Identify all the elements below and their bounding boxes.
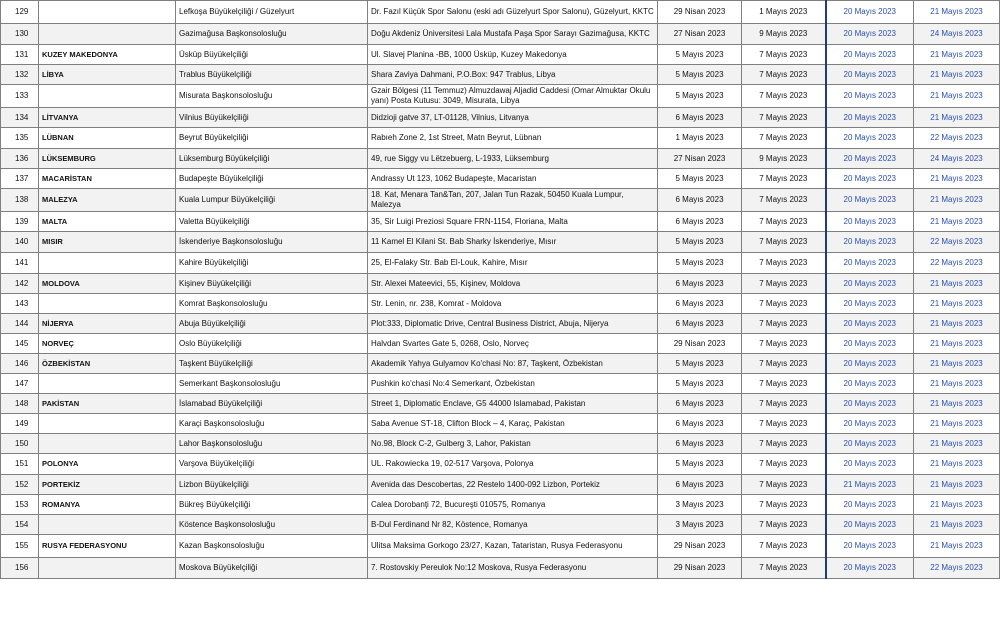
row-number: 143 — [1, 294, 39, 314]
end-date-cell: 7 Mayıs 2023 — [742, 65, 826, 85]
country-cell: MOLDOVA — [39, 274, 176, 294]
table-row — [1, 535, 1000, 558]
mission-cell: Misurata Başkonsolosluğu — [176, 85, 368, 108]
vote-start-date-cell: 20 Mayıs 2023 — [826, 1, 914, 24]
vote-end-date-cell: 21 Mayıs 2023 — [914, 515, 1000, 535]
table-row — [1, 354, 1000, 374]
end-date-cell: 7 Mayıs 2023 — [742, 475, 826, 495]
country-cell: MALEZYA — [39, 189, 176, 212]
vote-start-date-cell: 20 Mayıs 2023 — [826, 169, 914, 189]
vote-start-date-cell: 20 Mayıs 2023 — [826, 495, 914, 515]
table-row — [1, 374, 1000, 394]
vote-start-date-cell: 20 Mayıs 2023 — [826, 454, 914, 475]
start-date-cell: 6 Mayıs 2023 — [658, 212, 742, 232]
row-number: 142 — [1, 274, 39, 294]
mission-cell: Budapeşte Büyükelçiliği — [176, 169, 368, 189]
start-date-cell: 5 Mayıs 2023 — [658, 169, 742, 189]
mission-cell: Kahire Büyükelçiliği — [176, 253, 368, 274]
end-date-cell: 1 Mayıs 2023 — [742, 1, 826, 24]
address-cell: Didzioji gatve 37, LT-01128, Vilnius, Litvanya — [368, 108, 658, 128]
mission-cell: Bükreş Büyükelçiliği — [176, 495, 368, 515]
row-number: 131 — [1, 45, 39, 65]
vote-end-date-cell: 21 Mayıs 2023 — [914, 354, 1000, 374]
table-row — [1, 294, 1000, 314]
mission-cell: Lüksemburg Büyükelçiliği — [176, 149, 368, 169]
vote-end-date-cell: 21 Mayıs 2023 — [914, 475, 1000, 495]
country-cell: MACARİSTAN — [39, 169, 176, 189]
vote-end-date-cell: 21 Mayıs 2023 — [914, 85, 1000, 108]
end-date-cell: 7 Mayıs 2023 — [742, 128, 826, 149]
vote-start-date-cell: 20 Mayıs 2023 — [826, 535, 914, 558]
start-date-cell: 3 Mayıs 2023 — [658, 495, 742, 515]
end-date-cell: 7 Mayıs 2023 — [742, 334, 826, 354]
end-date-cell: 7 Mayıs 2023 — [742, 212, 826, 232]
start-date-cell: 5 Mayıs 2023 — [658, 454, 742, 475]
end-date-cell: 7 Mayıs 2023 — [742, 454, 826, 475]
mission-cell: Taşkent Büyükelçiliği — [176, 354, 368, 374]
vote-start-date-cell: 20 Mayıs 2023 — [826, 414, 914, 434]
table-row — [1, 434, 1000, 454]
table-row — [1, 253, 1000, 274]
start-date-cell: 29 Nisan 2023 — [658, 558, 742, 579]
country-cell — [39, 414, 176, 434]
vote-end-date-cell: 21 Mayıs 2023 — [914, 495, 1000, 515]
mission-cell: Kuala Lumpur Büyükelçiliği — [176, 189, 368, 212]
row-number: 153 — [1, 495, 39, 515]
vote-end-date-cell: 21 Mayıs 2023 — [914, 314, 1000, 334]
country-cell: MISIR — [39, 232, 176, 253]
table-row — [1, 558, 1000, 579]
vote-start-date-cell: 20 Mayıs 2023 — [826, 65, 914, 85]
start-date-cell: 5 Mayıs 2023 — [658, 253, 742, 274]
country-cell — [39, 85, 176, 108]
vote-end-date-cell: 24 Mayıs 2023 — [914, 149, 1000, 169]
start-date-cell: 27 Nisan 2023 — [658, 149, 742, 169]
row-number: 147 — [1, 374, 39, 394]
country-cell: NORVEÇ — [39, 334, 176, 354]
start-date-cell: 6 Mayıs 2023 — [658, 434, 742, 454]
address-cell: Saba Avenue ST-18, Clifton Block – 4, Karaç, Pakistan — [368, 414, 658, 434]
row-number: 144 — [1, 314, 39, 334]
country-cell — [39, 558, 176, 579]
end-date-cell: 7 Mayıs 2023 — [742, 535, 826, 558]
end-date-cell: 7 Mayıs 2023 — [742, 495, 826, 515]
country-cell: ROMANYA — [39, 495, 176, 515]
table-row — [1, 85, 1000, 108]
mission-cell: Valetta Büyükelçiliği — [176, 212, 368, 232]
mission-cell: Trablus Büyükelçiliği — [176, 65, 368, 85]
table-row — [1, 334, 1000, 354]
address-cell: Dr. Fazıl Küçük Spor Salonu (eski adı Güzelyurt Spor Salonu), Güzelyurt, KKTC — [368, 1, 658, 24]
end-date-cell: 7 Mayıs 2023 — [742, 394, 826, 414]
row-number: 137 — [1, 169, 39, 189]
start-date-cell: 5 Mayıs 2023 — [658, 374, 742, 394]
end-date-cell: 7 Mayıs 2023 — [742, 253, 826, 274]
vote-end-date-cell: 24 Mayıs 2023 — [914, 24, 1000, 45]
mission-cell: Abuja Büyükelçiliği — [176, 314, 368, 334]
start-date-cell: 1 Mayıs 2023 — [658, 128, 742, 149]
row-number: 132 — [1, 65, 39, 85]
start-date-cell: 5 Mayıs 2023 — [658, 65, 742, 85]
start-date-cell: 6 Mayıs 2023 — [658, 274, 742, 294]
mission-cell: İskenderiye Başkonsolosluğu — [176, 232, 368, 253]
address-cell: Gzair Bölgesi (11 Temmuz) Almuzdawaj Aljadid Caddesi (Omar Almuktar Okulu yanı) Posta Kutusu: 3049, Misurata, Libya — [368, 85, 658, 108]
table-row — [1, 515, 1000, 535]
table-row — [1, 169, 1000, 189]
row-number: 146 — [1, 354, 39, 374]
table-row — [1, 454, 1000, 475]
table-row — [1, 1, 1000, 24]
start-date-cell: 5 Mayıs 2023 — [658, 232, 742, 253]
start-date-cell: 29 Nisan 2023 — [658, 334, 742, 354]
address-cell: Ulitsa Maksima Gorkogo 23/27, Kazan, Tataristan, Rusya Federasyonu — [368, 535, 658, 558]
row-number: 139 — [1, 212, 39, 232]
country-cell — [39, 253, 176, 274]
start-date-cell: 5 Mayıs 2023 — [658, 85, 742, 108]
vote-start-date-cell: 20 Mayıs 2023 — [826, 128, 914, 149]
vote-start-date-cell: 20 Mayıs 2023 — [826, 24, 914, 45]
country-cell — [39, 24, 176, 45]
mission-cell: Gazimağusa Başkonsolosluğu — [176, 24, 368, 45]
table-row — [1, 65, 1000, 85]
country-cell: PAKİSTAN — [39, 394, 176, 414]
start-date-cell: 6 Mayıs 2023 — [658, 294, 742, 314]
end-date-cell: 7 Mayıs 2023 — [742, 45, 826, 65]
row-number: 156 — [1, 558, 39, 579]
start-date-cell: 5 Mayıs 2023 — [658, 45, 742, 65]
table-row — [1, 495, 1000, 515]
table-row — [1, 475, 1000, 495]
address-cell: 11 Kamel El Kilani St. Bab Sharky İskenderiye, Mısır — [368, 232, 658, 253]
row-number: 136 — [1, 149, 39, 169]
address-cell: Plot:333, Diplomatic Drive, Central Business District, Abuja, Nijerya — [368, 314, 658, 334]
end-date-cell: 7 Mayıs 2023 — [742, 314, 826, 334]
mission-cell: Oslo Büyükelçiliği — [176, 334, 368, 354]
row-number: 154 — [1, 515, 39, 535]
start-date-cell: 3 Mayıs 2023 — [658, 515, 742, 535]
vote-start-date-cell: 20 Mayıs 2023 — [826, 394, 914, 414]
address-cell: 49, rue Siggy vu Lëtzebuerg, L-1933, Lüksemburg — [368, 149, 658, 169]
mission-cell: Lizbon Büyükelçiliği — [176, 475, 368, 495]
vote-end-date-cell: 21 Mayıs 2023 — [914, 454, 1000, 475]
end-date-cell: 7 Mayıs 2023 — [742, 232, 826, 253]
mission-cell: Beyrut Büyükelçiliği — [176, 128, 368, 149]
vote-start-date-cell: 20 Mayıs 2023 — [826, 108, 914, 128]
address-cell: Calea Dorobanţi 72, Bucureşti 010575, Romanya — [368, 495, 658, 515]
vote-start-date-cell: 20 Mayıs 2023 — [826, 85, 914, 108]
mission-cell: Semerkant Başkonsolosluğu — [176, 374, 368, 394]
table-row — [1, 189, 1000, 212]
start-date-cell: 6 Mayıs 2023 — [658, 475, 742, 495]
end-date-cell: 7 Mayıs 2023 — [742, 85, 826, 108]
start-date-cell: 6 Mayıs 2023 — [658, 394, 742, 414]
vote-end-date-cell: 21 Mayıs 2023 — [914, 189, 1000, 212]
mission-cell: Karaçi Başkonsolosluğu — [176, 414, 368, 434]
vote-start-date-cell: 20 Mayıs 2023 — [826, 558, 914, 579]
address-cell: Akademik Yahya Gulyamov Ko'chasi No: 87, Taşkent, Özbekistan — [368, 354, 658, 374]
vote-end-date-cell: 21 Mayıs 2023 — [914, 274, 1000, 294]
country-cell — [39, 1, 176, 24]
address-cell: 7. Rostovskiy Pereulok No:12 Moskova, Rusya Federasyonu — [368, 558, 658, 579]
mission-cell: Vilnius Büyükelçiliği — [176, 108, 368, 128]
vote-end-date-cell: 22 Mayıs 2023 — [914, 232, 1000, 253]
country-cell: NİJERYA — [39, 314, 176, 334]
end-date-cell: 7 Mayıs 2023 — [742, 274, 826, 294]
address-cell: 35, Sir Luigi Preziosi Square FRN-1154, Floriana, Malta — [368, 212, 658, 232]
row-number: 133 — [1, 85, 39, 108]
end-date-cell: 7 Mayıs 2023 — [742, 354, 826, 374]
table-row — [1, 212, 1000, 232]
country-cell — [39, 374, 176, 394]
table-row — [1, 24, 1000, 45]
vote-end-date-cell: 21 Mayıs 2023 — [914, 294, 1000, 314]
row-number: 141 — [1, 253, 39, 274]
address-cell: B-Dul Ferdinand Nr 82, Köstence, Romanya — [368, 515, 658, 535]
vote-start-date-cell: 20 Mayıs 2023 — [826, 314, 914, 334]
vote-start-date-cell: 20 Mayıs 2023 — [826, 212, 914, 232]
vote-start-date-cell: 20 Mayıs 2023 — [826, 253, 914, 274]
country-cell: LİBYA — [39, 65, 176, 85]
end-date-cell: 7 Mayıs 2023 — [742, 169, 826, 189]
vote-start-date-cell: 20 Mayıs 2023 — [826, 45, 914, 65]
mission-cell: İslamabad Büyükelçiliği — [176, 394, 368, 414]
end-date-cell: 7 Mayıs 2023 — [742, 434, 826, 454]
country-cell: RUSYA FEDERASYONU — [39, 535, 176, 558]
country-cell: LİTVANYA — [39, 108, 176, 128]
end-date-cell: 7 Mayıs 2023 — [742, 558, 826, 579]
start-date-cell: 6 Mayıs 2023 — [658, 189, 742, 212]
vote-start-date-cell: 20 Mayıs 2023 — [826, 274, 914, 294]
end-date-cell: 7 Mayıs 2023 — [742, 294, 826, 314]
vote-end-date-cell: 22 Mayıs 2023 — [914, 128, 1000, 149]
start-date-cell: 5 Mayıs 2023 — [658, 354, 742, 374]
row-number: 145 — [1, 334, 39, 354]
start-date-cell: 6 Mayıs 2023 — [658, 414, 742, 434]
table-row — [1, 274, 1000, 294]
mission-cell: Varşova Büyükelçiliği — [176, 454, 368, 475]
country-cell: PORTEKİZ — [39, 475, 176, 495]
row-number: 129 — [1, 1, 39, 24]
end-date-cell: 7 Mayıs 2023 — [742, 414, 826, 434]
country-cell: POLONYA — [39, 454, 176, 475]
row-number: 130 — [1, 24, 39, 45]
address-cell: 18. Kat, Menara Tan&Tan, 207, Jalan Tun Razak, 50450 Kuala Lumpur, Malezya — [368, 189, 658, 212]
address-cell: Str. Alexei Mateevici, 55, Kişinev, Moldova — [368, 274, 658, 294]
table-row — [1, 45, 1000, 65]
country-cell — [39, 434, 176, 454]
address-cell: Str. Lenin, nr. 238, Komrat - Moldova — [368, 294, 658, 314]
table-row — [1, 128, 1000, 149]
address-cell: No.98, Block C-2, Gulberg 3, Lahor, Pakistan — [368, 434, 658, 454]
address-cell: 25, El-Falaky Str. Bab El-Louk, Kahire, Mısır — [368, 253, 658, 274]
vote-end-date-cell: 21 Mayıs 2023 — [914, 334, 1000, 354]
country-cell — [39, 294, 176, 314]
country-cell: ÖZBEKİSTAN — [39, 354, 176, 374]
vote-start-date-cell: 20 Mayıs 2023 — [826, 294, 914, 314]
vote-start-date-cell: 20 Mayıs 2023 — [826, 189, 914, 212]
start-date-cell: 6 Mayıs 2023 — [658, 314, 742, 334]
row-number: 140 — [1, 232, 39, 253]
row-number: 152 — [1, 475, 39, 495]
start-date-cell: 27 Nisan 2023 — [658, 24, 742, 45]
country-cell: LÜKSEMBURG — [39, 149, 176, 169]
vote-end-date-cell: 21 Mayıs 2023 — [914, 45, 1000, 65]
row-number: 138 — [1, 189, 39, 212]
vote-end-date-cell: 21 Mayıs 2023 — [914, 374, 1000, 394]
end-date-cell: 9 Mayıs 2023 — [742, 24, 826, 45]
vote-start-date-cell: 21 Mayıs 2023 — [826, 475, 914, 495]
vote-end-date-cell: 21 Mayıs 2023 — [914, 1, 1000, 24]
mission-cell: Lahor Başkonsolosluğu — [176, 434, 368, 454]
start-date-cell: 29 Nisan 2023 — [658, 1, 742, 24]
table-row — [1, 314, 1000, 334]
table-row — [1, 414, 1000, 434]
table-row — [1, 394, 1000, 414]
address-cell: Avenida das Descobertas, 22 Restelo 1400-092 Lizbon, Portekiz — [368, 475, 658, 495]
row-number: 148 — [1, 394, 39, 414]
mission-cell: Üsküp Büyükelçiliği — [176, 45, 368, 65]
vote-start-date-cell: 20 Mayıs 2023 — [826, 149, 914, 169]
vote-end-date-cell: 22 Mayıs 2023 — [914, 558, 1000, 579]
address-cell: Street 1, Diplomatic Enclave, G5 44000 Islamabad, Pakistan — [368, 394, 658, 414]
address-cell: UL. Rakowiecka 19, 02-517 Varşova, Polonya — [368, 454, 658, 475]
mission-cell: Lefkoşa Büyükelçiliği / Güzelyurt — [176, 1, 368, 24]
vote-end-date-cell: 21 Mayıs 2023 — [914, 535, 1000, 558]
vote-end-date-cell: 21 Mayıs 2023 — [914, 65, 1000, 85]
mission-cell: Komrat Başkonsolosluğu — [176, 294, 368, 314]
row-number: 149 — [1, 414, 39, 434]
end-date-cell: 7 Mayıs 2023 — [742, 515, 826, 535]
vote-end-date-cell: 21 Mayıs 2023 — [914, 394, 1000, 414]
address-cell: Doğu Akdeniz Üniversitesi Lala Mustafa Paşa Spor Sarayı Gazimağusa, KKTC — [368, 24, 658, 45]
row-number: 155 — [1, 535, 39, 558]
address-cell: Halvdan Svartes Gate 5, 0268, Oslo, Norveç — [368, 334, 658, 354]
address-cell: Shara Zaviya Dahmani, P.O.Box: 947 Trablus, Libya — [368, 65, 658, 85]
start-date-cell: 6 Mayıs 2023 — [658, 108, 742, 128]
row-number: 151 — [1, 454, 39, 475]
address-cell: Ul. Slavej Planina -BB, 1000 Üsküp, Kuzey Makedonya — [368, 45, 658, 65]
table-row — [1, 108, 1000, 128]
mission-cell: Kazan Başkonsolosluğu — [176, 535, 368, 558]
end-date-cell: 7 Mayıs 2023 — [742, 189, 826, 212]
mission-cell: Kişinev Büyükelçiliği — [176, 274, 368, 294]
vote-start-date-cell: 20 Mayıs 2023 — [826, 354, 914, 374]
end-date-cell: 7 Mayıs 2023 — [742, 374, 826, 394]
vote-end-date-cell: 21 Mayıs 2023 — [914, 414, 1000, 434]
end-date-cell: 9 Mayıs 2023 — [742, 149, 826, 169]
row-number: 150 — [1, 434, 39, 454]
country-cell: LÜBNAN — [39, 128, 176, 149]
start-date-cell: 29 Nisan 2023 — [658, 535, 742, 558]
country-cell — [39, 515, 176, 535]
table-row — [1, 149, 1000, 169]
vote-end-date-cell: 21 Mayıs 2023 — [914, 212, 1000, 232]
address-cell: Rabıeh Zone 2, 1st Street, Matn Beyrut, Lübnan — [368, 128, 658, 149]
vote-end-date-cell: 21 Mayıs 2023 — [914, 169, 1000, 189]
vote-start-date-cell: 20 Mayıs 2023 — [826, 434, 914, 454]
country-cell: MALTA — [39, 212, 176, 232]
vote-start-date-cell: 20 Mayıs 2023 — [826, 334, 914, 354]
country-cell: KUZEY MAKEDONYA — [39, 45, 176, 65]
table-row — [1, 232, 1000, 253]
vote-start-date-cell: 20 Mayıs 2023 — [826, 374, 914, 394]
vote-end-date-cell: 21 Mayıs 2023 — [914, 434, 1000, 454]
vote-end-date-cell: 21 Mayıs 2023 — [914, 108, 1000, 128]
vote-end-date-cell: 22 Mayıs 2023 — [914, 253, 1000, 274]
mission-cell: Köstence Başkonsolosluğu — [176, 515, 368, 535]
address-cell: Pushkin ko'chasi No:4 Semerkant, Özbekistan — [368, 374, 658, 394]
vote-start-date-cell: 20 Mayıs 2023 — [826, 515, 914, 535]
mission-cell: Moskova Büyükelçiliği — [176, 558, 368, 579]
vote-start-date-cell: 20 Mayıs 2023 — [826, 232, 914, 253]
table-body — [1, 1, 1000, 579]
row-number: 135 — [1, 128, 39, 149]
row-number: 134 — [1, 108, 39, 128]
end-date-cell: 7 Mayıs 2023 — [742, 108, 826, 128]
address-cell: Andrassy Ut 123, 1062 Budapeşte, Macaristan — [368, 169, 658, 189]
